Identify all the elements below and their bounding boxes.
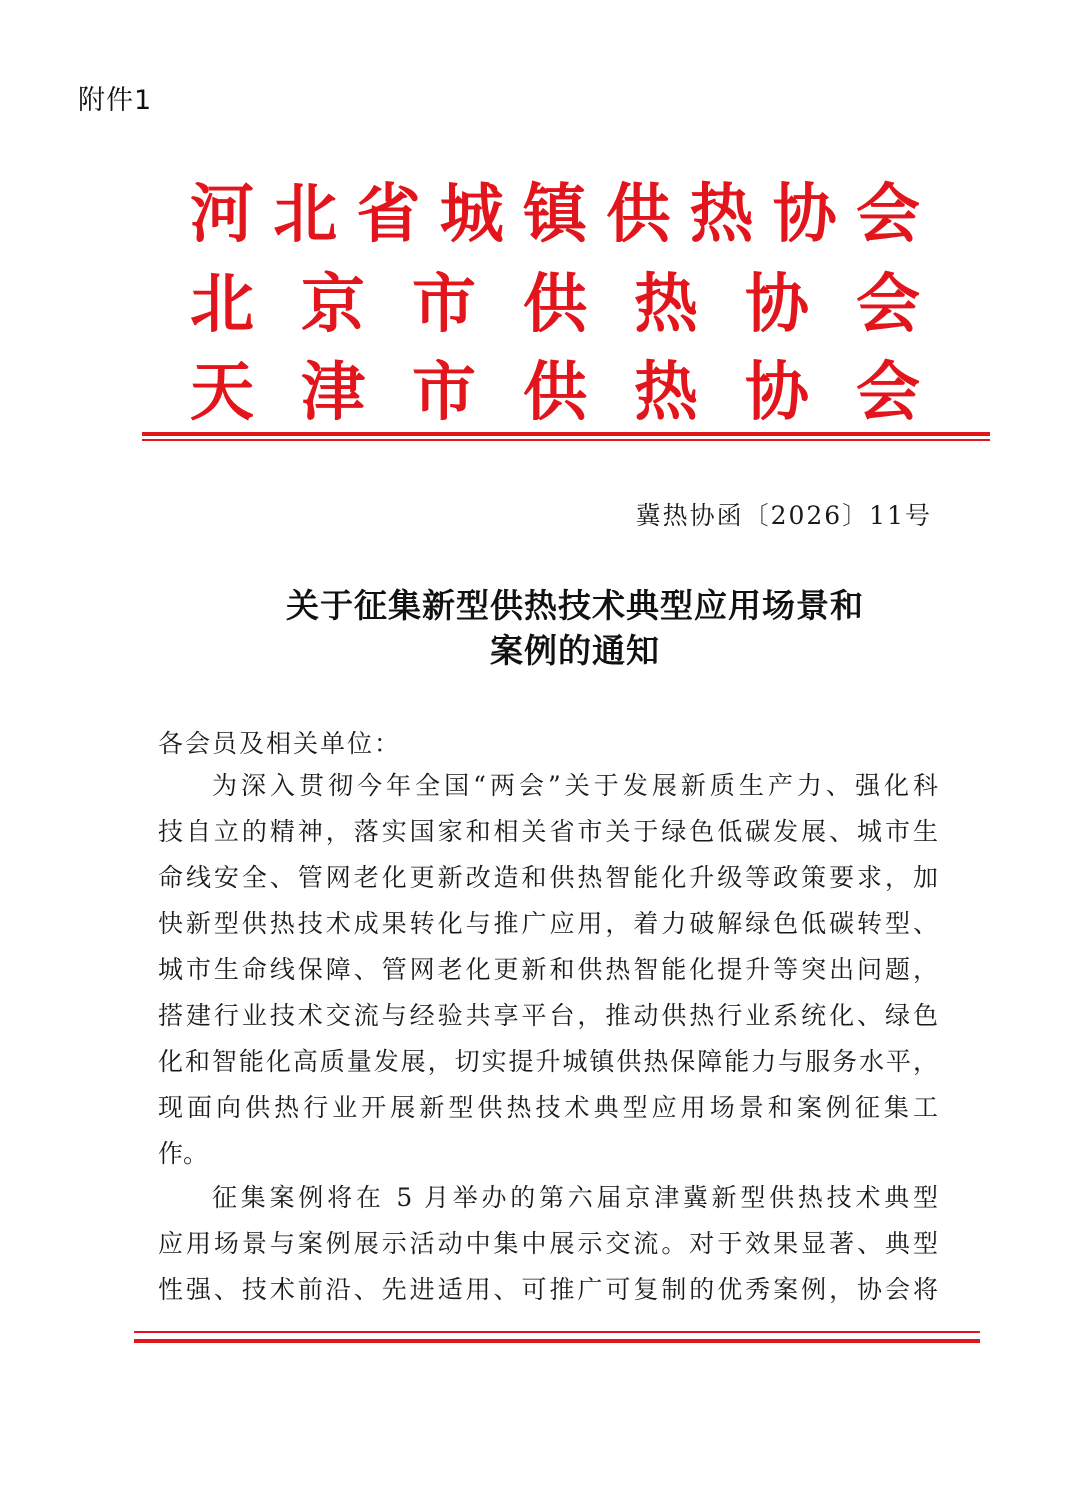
masthead-char: 协 [745,267,809,342]
header-divider-thick [142,432,990,436]
paragraph-line: 化和智能化高质量发展，切实提升城镇供热保障能力与服务水平， [158,1047,938,1076]
masthead-char: 会 [856,355,920,430]
masthead-char: 河 [190,177,254,252]
masthead-char: 热 [634,355,698,430]
masthead-char: 协 [745,355,809,430]
salutation: 各会员及相关单位： [158,729,402,758]
header-divider-thin [142,439,990,441]
masthead-char: 城 [439,177,504,252]
masthead-char: 会 [856,177,920,252]
masthead-char: 供 [523,267,587,342]
paragraph-line: 为深入贯彻今年全国“两会”关于发展新质生产力、强化科 [212,771,938,800]
paragraph-line: 搭建行业技术交流与经验共享平台，推动供热行业系统化、绿色 [158,1001,938,1030]
masthead-char: 供 [606,177,671,252]
masthead-beijing [190,266,920,344]
footer-divider-thick [134,1339,980,1343]
paragraph-line: 技自立的精神，落实国家和相关省市关于绿色低碳发展、城市生 [158,817,938,846]
paragraph-line: 命线安全、管网老化更新改造和供热智能化升级等政策要求，加 [158,863,938,892]
masthead-char: 会 [856,267,920,342]
document-number: 冀热协函〔2026〕11号 [635,501,932,530]
masthead-char: 热 [689,177,754,252]
paragraph-line: 快新型供热技术成果转化与推广应用，着力破解绿色低碳转型、 [158,909,938,938]
paragraph-line: 城市生命线保障、管网老化更新和供热智能化提升等突出问题， [158,955,938,984]
attachment-label: 附件1 [78,85,153,116]
paragraph-line: 现面向供热行业开展新型供热技术典型应用场景和案例征集工 [158,1093,938,1122]
paragraph-line: 性强、技术前沿、先进适用、可推广可复制的优秀案例，协会将 [158,1275,938,1304]
masthead-char: 热 [634,267,698,342]
masthead-char: 省 [356,177,421,252]
document-title-line2: 案例的通知 [490,631,660,670]
document-title-line1: 关于征集新型供热技术典型应用场景和 [286,586,864,625]
paragraph-line: 征集案例将在 5 月举办的第六届京津冀新型供热技术典型 [212,1183,938,1212]
masthead-char: 协 [772,177,837,252]
footer-divider-thin [134,1331,980,1333]
masthead-tianjin [190,354,920,432]
paragraph-line: 作。 [158,1139,209,1168]
masthead-char: 天 [190,355,254,430]
masthead-char: 北 [190,267,254,342]
masthead-char: 供 [523,355,587,430]
masthead-char: 津 [301,355,365,430]
masthead-char: 镇 [523,177,587,252]
paragraph-line: 应用场景与案例展示活动中集中展示交流。对于效果显著、典型 [158,1229,938,1258]
masthead-hebei [190,176,920,254]
masthead-char: 京 [301,267,365,342]
masthead-char: 市 [412,355,476,430]
masthead-char: 市 [412,267,476,342]
masthead-char: 北 [273,177,338,252]
